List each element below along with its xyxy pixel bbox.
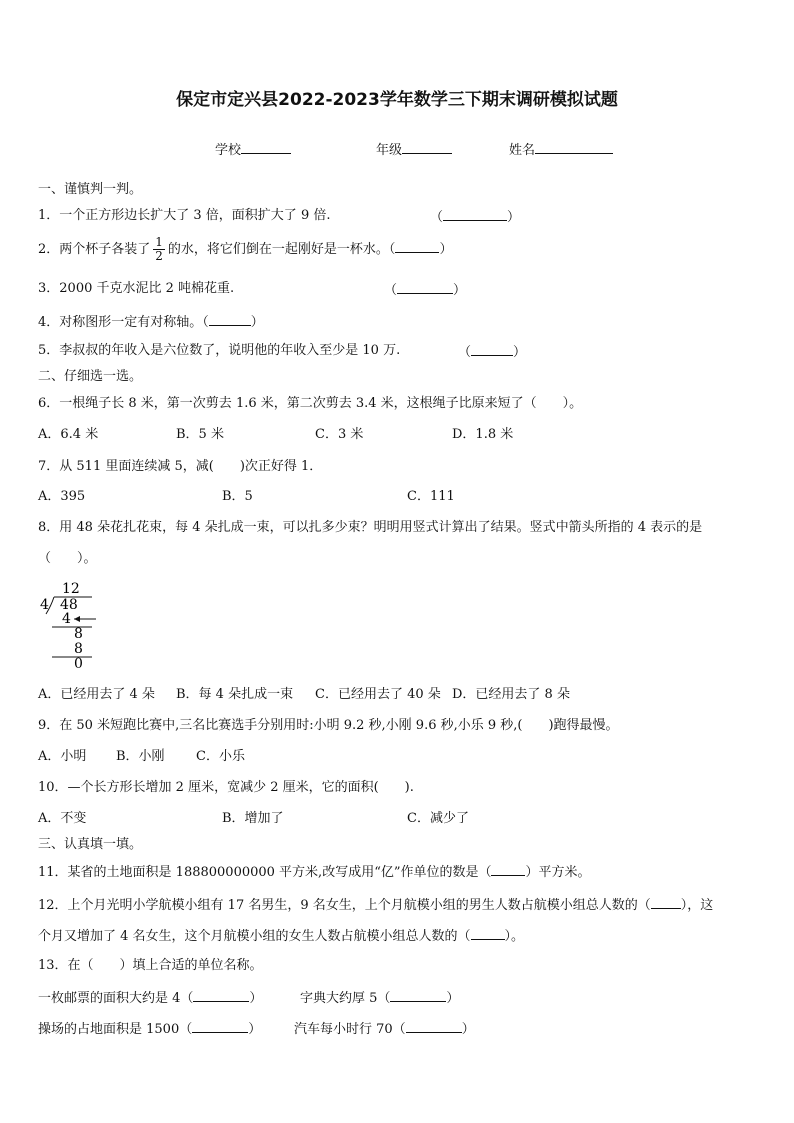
- q10-option-b[interactable]: B．增加了: [222, 811, 284, 826]
- q13-item-4: [294, 1019, 475, 1039]
- paren-close: ）: [248, 1022, 262, 1037]
- question-5-answer: [458, 342, 526, 362]
- answer-blank[interactable]: [406, 1019, 462, 1033]
- question-12-line-1: [38, 895, 713, 915]
- q13-item-2-text: 字典大约厚 5（: [300, 991, 391, 1006]
- name-field: [509, 140, 613, 160]
- paren-close: ）: [461, 1022, 475, 1037]
- school-label: 学校: [215, 143, 242, 158]
- question-9: 9．在 50 米短跑比赛中,三名比赛选手分别用时:小明 9.2 秒,小刚 9.6 秒,小乐 9 秒,( )跑得最慢。: [38, 718, 619, 733]
- arrow-icon: [74, 616, 80, 622]
- question-5: [38, 342, 400, 360]
- school-blank[interactable]: [241, 140, 291, 154]
- q13-item-3: [38, 1019, 261, 1039]
- question-11-post: ）平方米。: [525, 865, 591, 880]
- grade-blank[interactable]: [402, 140, 452, 154]
- divisor: 4: [40, 597, 49, 613]
- question-1-answer: [430, 207, 520, 227]
- q13-item-3-text: 操场的占地面积是 1500（: [38, 1022, 193, 1037]
- q13-item-2: [300, 988, 459, 1008]
- paren-close: ）: [439, 242, 453, 257]
- question-8-continued: （ ）。: [38, 551, 97, 566]
- paren-open: （: [458, 345, 472, 360]
- q13-item-1: [38, 988, 262, 1008]
- q6-option-b[interactable]: B．5 米: [176, 427, 224, 442]
- question-12-post-1: ），这: [680, 898, 714, 913]
- long-division-figure: [36, 578, 106, 670]
- question-10: 10．—个长方形长增加 2 厘米，宽减少 2 厘米，它的面积( ).: [38, 780, 414, 795]
- section-heading-1: 一、谨慎判一判。: [38, 182, 143, 197]
- answer-blank[interactable]: [390, 988, 446, 1002]
- q10-option-c[interactable]: C．减少了: [407, 811, 469, 826]
- question-2: [38, 236, 452, 264]
- question-4-text: 4．对称图形一定有对称轴。（: [38, 315, 209, 330]
- remainder: 0: [74, 656, 83, 670]
- question-3: [38, 280, 234, 298]
- question-12-pre-2: 个月又增加了 4 名女生，这个月航模小组的女生人数占航模小组总人数的（: [38, 929, 471, 944]
- paren-close: ）: [513, 345, 527, 360]
- question-2-pre: 2．两个杯子各装了: [38, 242, 151, 257]
- answer-blank[interactable]: [443, 207, 507, 221]
- question-6: 6．一根绳子长 8 米，第一次剪去 1.6 米，第二次剪去 3.4 米，这根绳子比原来短了（ ）。: [38, 396, 583, 411]
- question-5-text: 5．李叔叔的年收入是六位数了，说明他的年收入至少是 10 万.: [38, 343, 401, 358]
- question-12-pre-1: 12．上个月光明小学航模小组有 17 名男生，9 名女生，上个月航模小组的男生人数占航模小组总人数的（: [38, 898, 651, 913]
- name-label: 姓名: [509, 143, 536, 158]
- paren-open: （: [384, 283, 398, 298]
- answer-blank[interactable]: [471, 926, 505, 940]
- answer-blank[interactable]: [395, 239, 439, 253]
- q6-option-d[interactable]: D．1.8 米: [452, 427, 514, 442]
- q13-item-1-text: 一枚邮票的面积大约是 4（: [38, 991, 194, 1006]
- paren-close: ）: [249, 991, 263, 1006]
- q6-option-a[interactable]: A．6.4 米: [38, 427, 99, 442]
- answer-blank[interactable]: [491, 862, 525, 876]
- grade-field: [376, 140, 452, 160]
- question-3-text: 3．2000 千克水泥比 2 吨棉花重.: [38, 281, 235, 296]
- fraction-one-half: [153, 236, 165, 263]
- q9-option-c[interactable]: C．小乐: [196, 749, 245, 764]
- answer-blank[interactable]: [397, 280, 453, 294]
- q8-option-d[interactable]: D．已经用去了 8 朵: [452, 687, 570, 702]
- answer-blank[interactable]: [651, 895, 681, 909]
- question-7: 7．从 511 里面连续减 5，减( )次正好得 1．: [38, 459, 323, 474]
- quotient: 12: [62, 581, 80, 597]
- fraction-numerator: 1: [155, 235, 163, 249]
- q7-option-b[interactable]: B．5: [222, 489, 253, 504]
- step-subtract-8: 8: [74, 641, 83, 657]
- question-12-line-2: [38, 926, 524, 946]
- dividend: 48: [60, 597, 78, 613]
- q8-option-a[interactable]: A．已经用去了 4 朵: [38, 687, 155, 702]
- question-4: [38, 312, 264, 332]
- section-heading-3: 三、认真填一填。: [38, 837, 143, 852]
- question-3-answer: [384, 280, 466, 300]
- question-1: [38, 207, 330, 225]
- answer-blank[interactable]: [471, 342, 513, 356]
- q13-item-4-text: 汽车每小时行 70（: [294, 1022, 406, 1037]
- question-13: 13．在（ ）填上合适的单位名称。: [38, 958, 263, 973]
- fraction-denominator: 2: [155, 249, 163, 263]
- question-2-post: 的水，将它们倒在一起刚好是一杯水。（: [167, 242, 396, 257]
- question-11: [38, 862, 591, 882]
- step-subtract-4: 4: [62, 611, 71, 627]
- answer-blank[interactable]: [192, 1019, 248, 1033]
- answer-blank[interactable]: [209, 312, 251, 326]
- paren-close: ）: [453, 283, 467, 298]
- q10-option-a[interactable]: A．不变: [38, 811, 87, 826]
- paren-close: ）: [507, 210, 521, 225]
- q7-option-a[interactable]: A．395: [38, 489, 86, 504]
- school-field: [215, 140, 291, 160]
- q9-option-a[interactable]: A．小明: [38, 749, 87, 764]
- page-title: 保定市定兴县2022-2023学年数学三下期末调研模拟试题: [176, 90, 618, 110]
- q6-option-c[interactable]: C．3 米: [315, 427, 364, 442]
- question-11-text: 11．某省的土地面积是 188800000000 平方米,改写成用“亿”作单位的数是（: [38, 865, 492, 880]
- paren-close: ）: [250, 315, 264, 330]
- section-heading-2: 二、仔细选一选。: [38, 369, 143, 384]
- grade-label: 年级: [376, 143, 403, 158]
- q8-option-c[interactable]: C．已经用去了 40 朵: [315, 687, 441, 702]
- step-bring-down-8: 8: [74, 626, 83, 642]
- q8-option-b[interactable]: B．每 4 朵扎成一束: [176, 687, 294, 702]
- paren-close: ）: [446, 991, 460, 1006]
- answer-blank[interactable]: [193, 988, 249, 1002]
- q9-option-b[interactable]: B．小刚: [116, 749, 165, 764]
- q7-option-c[interactable]: C．111: [407, 489, 455, 504]
- question-8: 8．用 48 朵花扎花束，每 4 朵扎成一束，可以扎多少束？明明用竖式计算出了结果。竖式中箭头所指的 4 表示的是: [38, 520, 703, 535]
- question-1-text: 1．一个正方形边长扩大了 3 倍，面积扩大了 9 倍.: [38, 208, 331, 223]
- question-12-post-2: ）。: [504, 929, 525, 944]
- paren-open: （: [430, 210, 444, 225]
- name-blank[interactable]: [535, 140, 613, 154]
